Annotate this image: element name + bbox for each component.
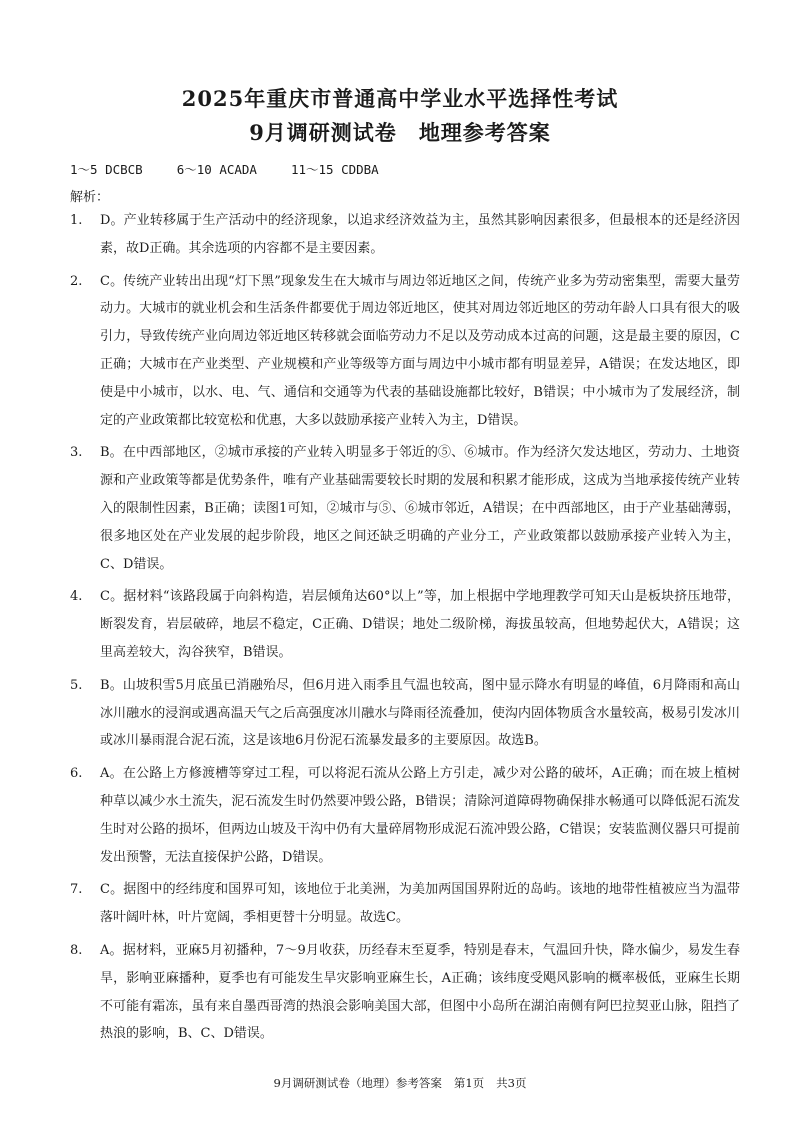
item-text: C。传统产业转出出现“灯下黑”现象发生在大城市与周边邻近地区之间，传统产业多为劳动密集型，需要大量劳动力。大城市的就业机会和生活条件都要优于周边邻近地区，使其对周边邻近地区的劳动年龄人口具有很大的吸引力，导致传统产业向周边邻近地区转移就会面临劳动力不足以及劳动成本过高的问题，这是最主要的原因，C正确；大城市在产业类型、产业规模和产业等级等方面与周边中小城市都有明显差异，A错误；在发达地区，即使是中小城市，以水、电、气、通信和交通等为代表的基础设施都比较好，B错误；中小城市为了发展经济，制定的产业政策都比较宽松和优惠，大多以鼓励承接产业转入为主，D错误。 — [100, 273, 740, 428]
footer-total-pages: 共3页 — [496, 1076, 527, 1090]
item-number: 1. — [70, 213, 83, 228]
analysis-list — [70, 207, 740, 1053]
analysis-item-5 — [70, 672, 740, 755]
answer-key-1-5: 1～5 DCBCB — [70, 162, 143, 177]
analysis-label: 解析： — [70, 190, 110, 205]
answer-key-6-10: 6～10 ACADA — [176, 162, 257, 177]
item-text: D。产业转移属于生产活动中的经济现象，以追求经济效益为主，虽然其影响因素很多，但最根本的还是经济因素，故D正确。其余选项的内容都不是主要因素。 — [100, 213, 740, 256]
item-text: A。据材料，亚麻5月初播种，7～9月收获，历经春末至夏季，特别是春末，气温回升快，降水偏少，易发生春旱，影响亚麻播种，夏季也有可能发生旱灾影响亚麻生长，A正确；该纬度受飓风影响的概率极低，亚麻生长期不可能有霜冻，虽有来自墨西哥湾的热浪会影响美国大部，但图中小岛所在湖泊南侧有阿巴拉契亚山脉，阻挡了热浪的影响，B、C、D错误。 — [100, 942, 740, 1042]
item-text: C。据图中的经纬度和国界可知，该地位于北美洲，为美加两国国界附近的岛屿。该地的地带性植被应当为温带落叶阔叶林，叶片宽阔，季相更替十分明显。故选C。 — [100, 882, 740, 926]
footer-page-number: 第1页 — [453, 1076, 485, 1090]
item-text: B。山坡积雪5月底虽已消融殆尽，但6月进入雨季且气温也较高，图中显示降水有明显的峰值，6月降雨和高山冰川融水的浸润或遇高温天气之后高强度冰川融水与降雨径流叠加，使沟内固体物质含水量较高，极易引发冰川或冰川暴雨混合泥石流，这是该地6月份泥石流暴发最多的主要原因。故选B。 — [100, 677, 740, 749]
item-text: B。在中西部地区，②城市承接的产业转入明显多于邻近的⑤、⑥城市。作为经济欠发达地区，劳动力、土地资源和产业政策等都是优势条件，唯有产业基础需要较长时期的发展和积累才能形成，这成为当地承接传统产业转入的限制性因素，B正确；读图1可知，②城市与⑤、⑥城市邻近，A错误；在中西部地区，由于产业基础薄弱，很多地区处在产业发展的起步阶段，地区之间还缺乏明确的产业分工，产业政策都以鼓励承接产业转入为主，C、D错误。 — [100, 445, 740, 572]
analysis-item-2 — [70, 268, 740, 435]
answer-key-row — [70, 160, 413, 178]
item-number: 8. — [70, 942, 83, 958]
subtitle-answer-label: 地理参考答案 — [418, 120, 551, 145]
analysis-item-1 — [70, 207, 740, 263]
subtitle-exam-name: 9月调研测试卷 — [249, 120, 397, 145]
analysis-item-6 — [70, 760, 740, 871]
analysis-item-7 — [70, 876, 740, 932]
item-number: 4. — [70, 589, 83, 605]
item-text: A。在公路上方修渡槽等穿过工程，可以将泥石流从公路上方引走，减少对公路的破坏，A正确；而在坡上植树种草以减少水土流失，泥石流发生时仍然要冲毁公路，B错误；清除河道障碍物确保排水畅通可以降低泥石流发生时对公路的损坏，但两边山坡及干沟中仍有大量碎屑物形成泥石流冲毁公路，C错误；安装监测仪器只可提前发出预警，无法直接保护公路，D错误。 — [100, 766, 740, 865]
item-number: 3. — [70, 445, 83, 461]
item-number: 2. — [70, 273, 83, 289]
document-title: 2025年重庆市普通高中学业水平选择性考试 — [181, 86, 619, 111]
item-text: C。据材料“该路段属于向斜构造，岩层倾角达60°以上”等，加上根据中学地理教学可知天山是板块挤压地带，断裂发育，岩层破碎，地层不稳定，C正确、D错误；地处二级阶梯，海拔虽较高，但地势起伏大，A错误；这里高差较大，沟谷狭窄，B错误。 — [100, 589, 740, 660]
item-number: 7. — [70, 882, 83, 898]
answer-key-11-15: 11～15 CDDBA — [290, 162, 379, 177]
item-number: 6. — [70, 766, 83, 782]
item-number: 5. — [70, 677, 83, 693]
footer-doc-label: 9月调研测试卷（地理）参考答案 — [273, 1076, 442, 1090]
analysis-item-8 — [70, 937, 740, 1048]
document-subtitle — [0, 117, 800, 147]
analysis-item-3 — [70, 439, 740, 578]
page-footer — [0, 1075, 800, 1091]
analysis-item-4 — [70, 583, 740, 666]
